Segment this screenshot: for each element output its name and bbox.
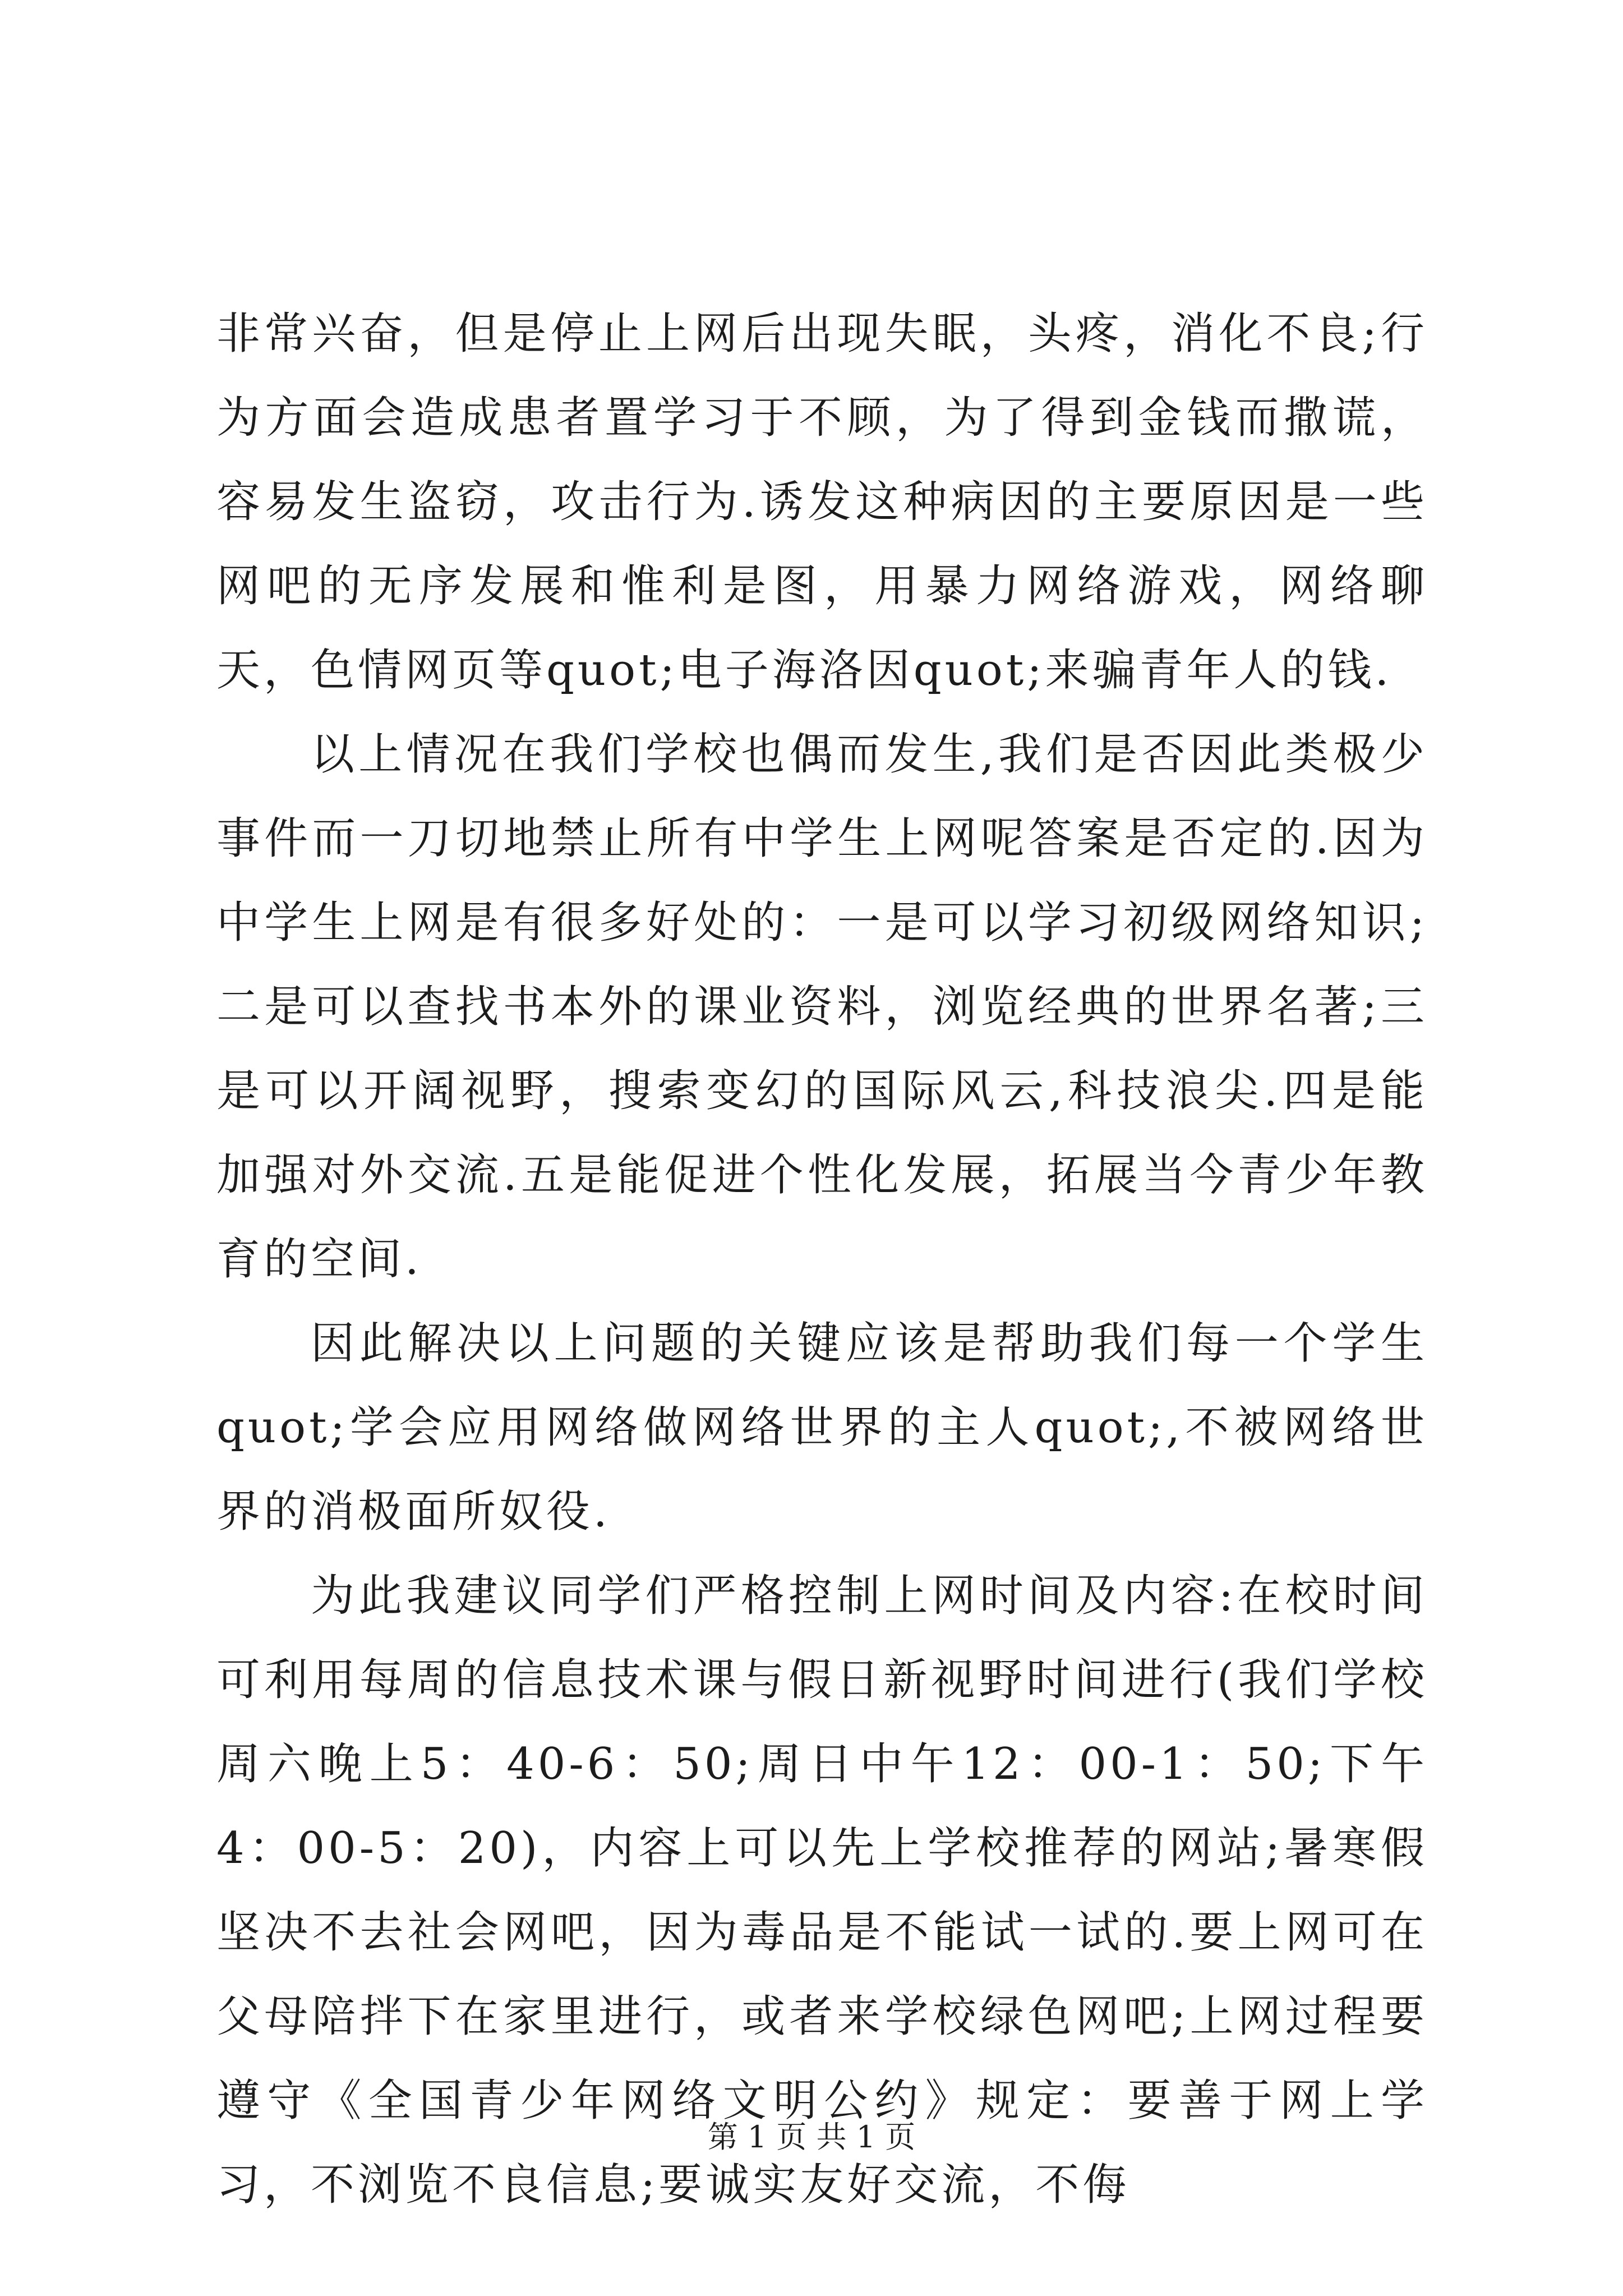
page-footer: 第 1 页 共 1 页 xyxy=(707,2119,916,2155)
paragraph-3: 因此解决以上问题的关键应该是帮助我们每一个学生quot;学会应用网络做网络世界的主人quot;,不被网络世界的消极面所奴役. xyxy=(216,1318,1428,1537)
document-body xyxy=(216,292,1428,2227)
paragraph-4: 为此我建议同学们严格控制上网时间及内容:在校时间可利用每周的信息技术课与假日新视野时间进行(我们学校周六晚上5：40-6：50;周日中午12：00-1：50;下午4：00-5：20)，内容上可以先上学校推荐的网站;暑寒假坚决不去社会网吧，因为毒品是不能试一试的.要上网可在父母陪拌下在家里进行，或者来学校绿色网吧;上网过程要遵守《全国青少年网络文明公约》规定：要善于网上学习，不浏览不良信息;要诚实友好交流，不侮 xyxy=(216,1571,1428,2210)
paragraph-1: 非常兴奋，但是停止上网后出现失眠，头疼，消化不良;行为方面会造成患者置学习于不顾，为了得到金钱而撒谎，容易发生盗窃，攻击行为.诱发这种病因的主要原因是一些网吧的无序发展和惟利是图，用暴力网络游戏，网络聊天，色情网页等quot;电子海洛因quot;来骗青年人的钱. xyxy=(216,309,1428,696)
paragraph-2: 以上情况在我们学校也偶而发生,我们是否因此类极少事件而一刀切地禁止所有中学生上网呢答案是否定的.因为中学生上网是有很多好处的：一是可以学习初级网络知识;二是可以查找书本外的课业资料，浏览经典的世界名著;三是可以开阔视野，搜索变幻的国际风云,科技浪尖.四是能加强对外交流.五是能促进个性化发展，拓展当今青少年教育的空间. xyxy=(216,729,1428,1285)
